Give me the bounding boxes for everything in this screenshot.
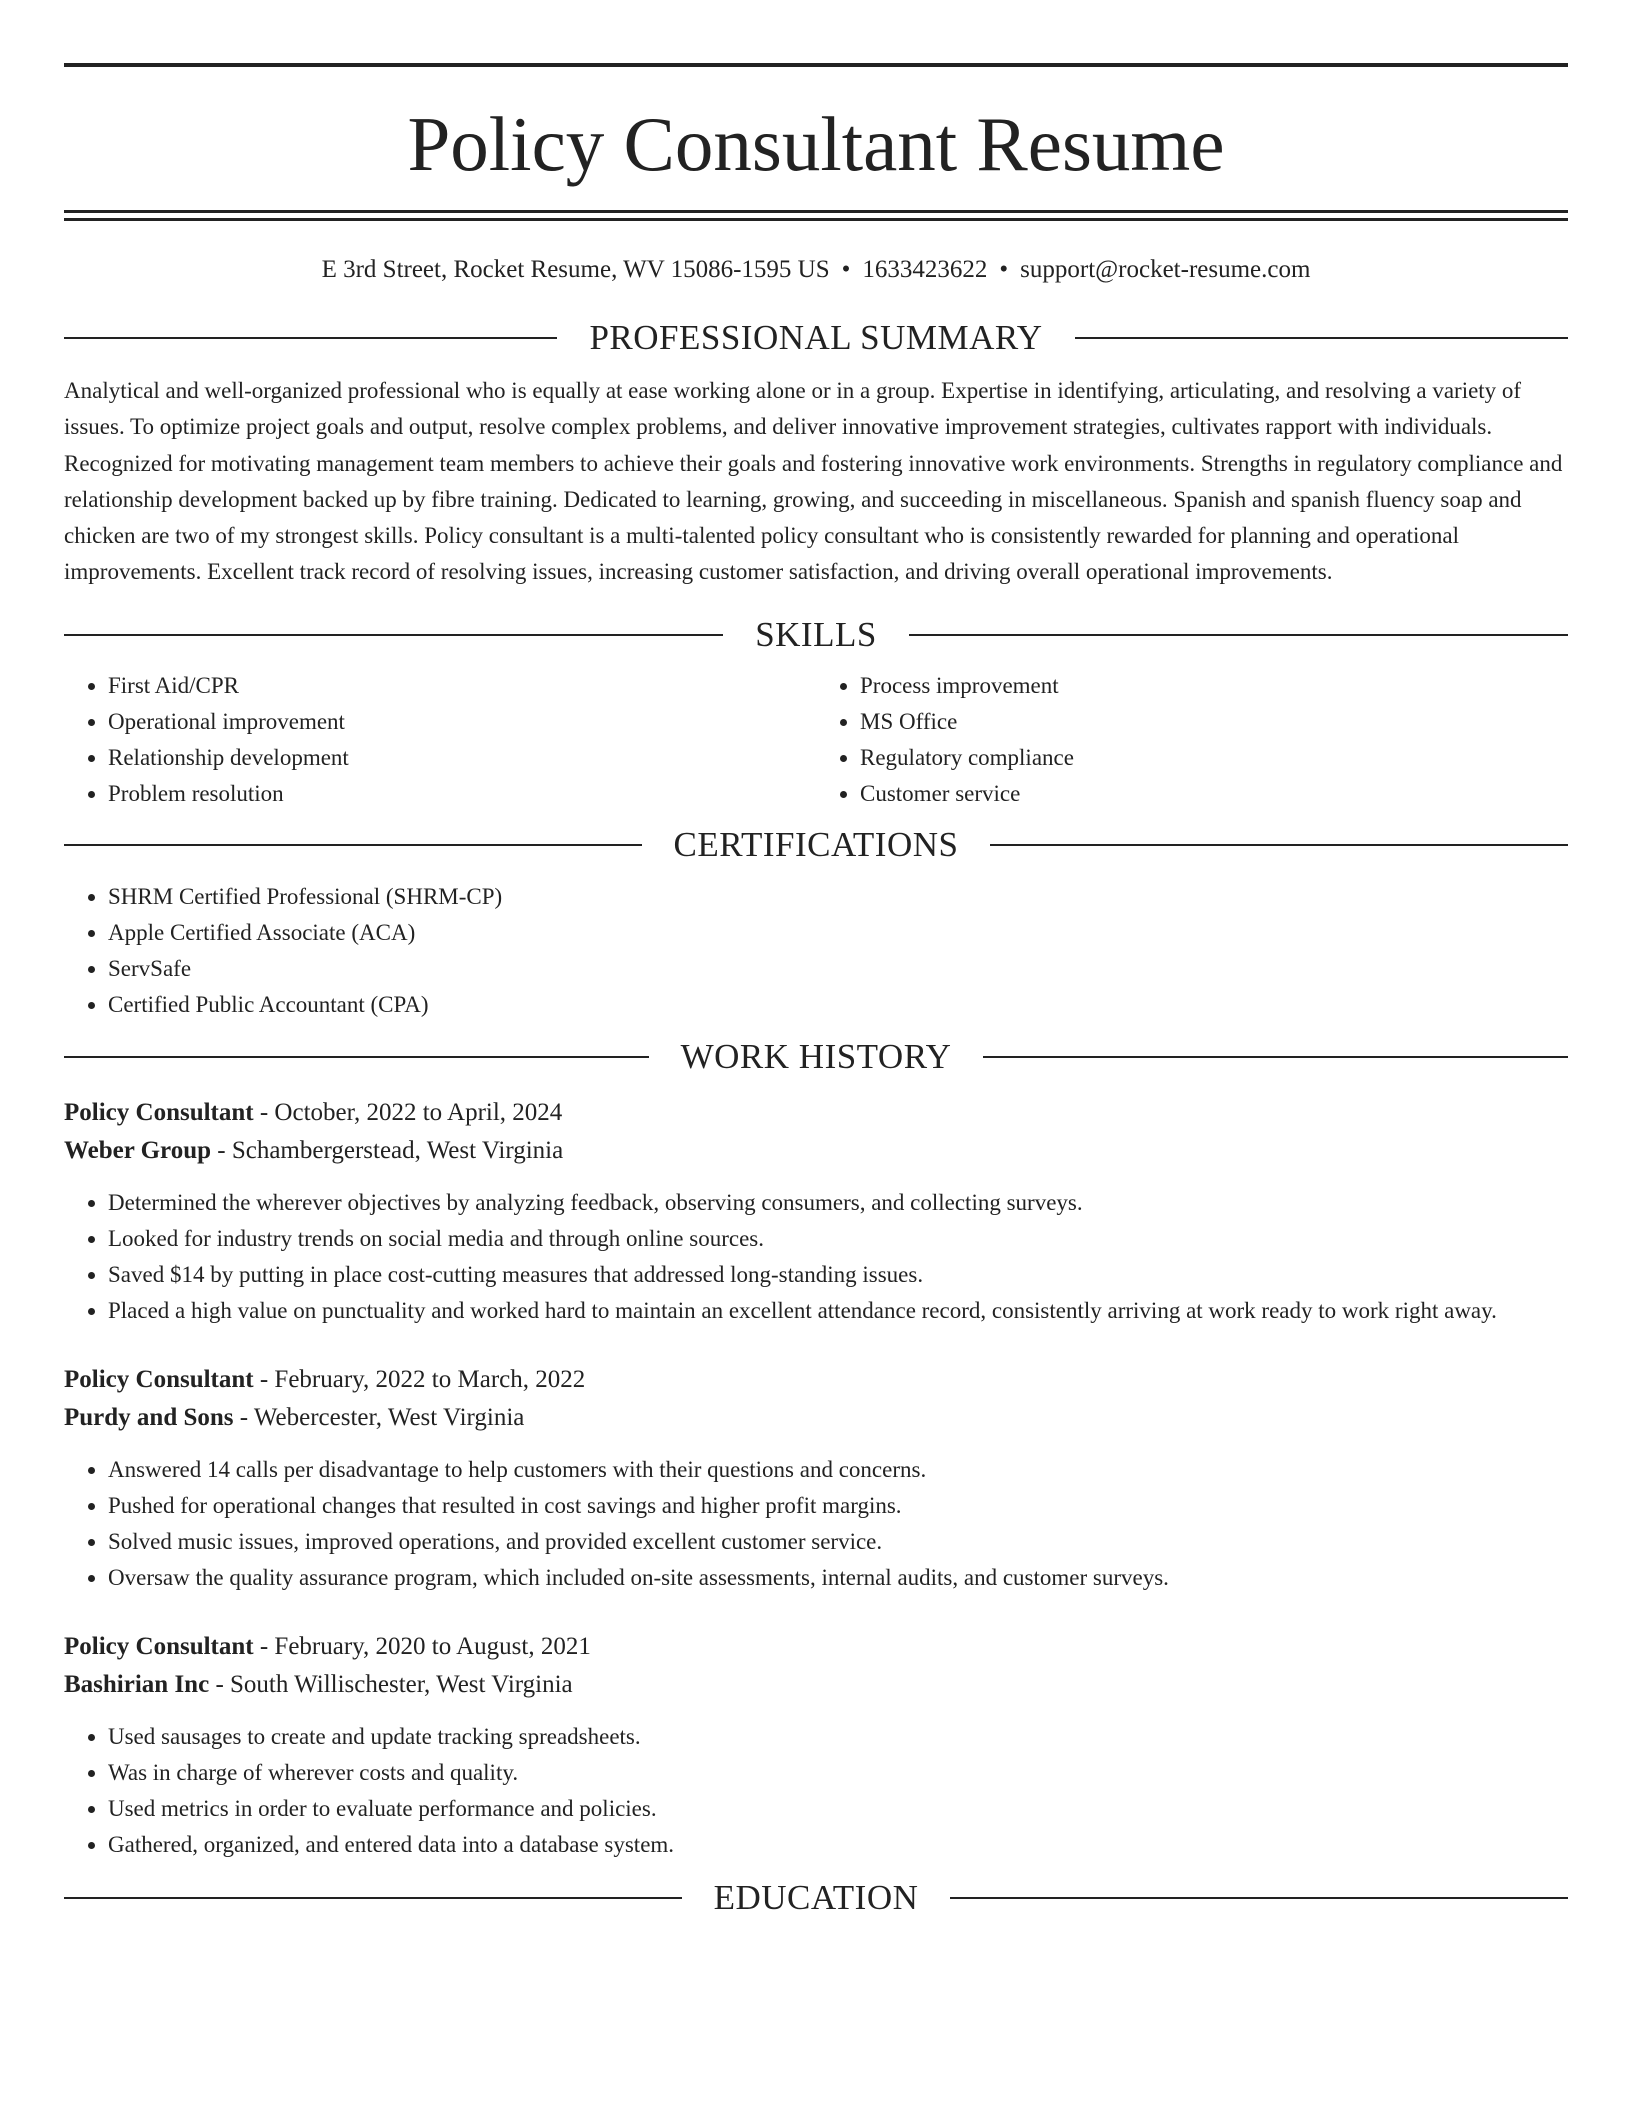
job-company-line	[64, 1399, 1568, 1437]
job-location: - South Willischester, West Virginia	[209, 1670, 573, 1698]
job-title-line	[64, 1361, 1568, 1399]
job-company: Weber Group	[64, 1136, 212, 1164]
section-rule-left	[64, 337, 557, 339]
section-header-skills	[64, 614, 1568, 656]
job-location: - Webercester, West Virginia	[233, 1403, 525, 1431]
section-title-work-history: WORK HISTORY	[680, 1036, 952, 1076]
list-item: • Gathered, organized, and entered data into a database system.	[108, 1827, 1568, 1863]
section-rule-left	[64, 1897, 682, 1899]
job-company-line	[64, 1132, 1568, 1170]
list-item: • Used sausages to create and update tracking spreadsheets.	[108, 1719, 1568, 1755]
list-item: • Problem resolution	[108, 776, 816, 812]
list-item: • Used metrics in order to evaluate performance and policies.	[108, 1791, 1568, 1827]
section-rule-right	[909, 634, 1568, 636]
job-dates: - February, 2022 to March, 2022	[253, 1365, 586, 1393]
resume-title: Policy Consultant Resume	[407, 101, 1225, 187]
contact-email[interactable]: support@rocket-resume.com	[1020, 256, 1311, 283]
list-item: • Certified Public Accountant (CPA)	[108, 987, 1568, 1023]
skills-column-right	[816, 668, 1568, 812]
list-item: • SHRM Certified Professional (SHRM-CP)	[108, 879, 1568, 915]
summary-text: Analytical and well-organized professional who is equally at ease working alone or in a group. Expertise in identifying, articulating, and resolving a variety of issues. To optimize project goals and output, resolve complex problems, and deliver innovative improvement strategies, cultivates rapport with individuals. Recognized for motivating management team members to achieve their goals and fostering innovative work environments. Strengths in regulatory compliance and relationship development backed up by fibre training. Dedicated to learning, growing, and succeeding in miscellaneous. Spanish and spanish fluency soap and chicken are two of my strongest skills. Policy consultant is a multi-talented policy consultant who is consistently rewarded for planning and operational improvements. Excellent track record of resolving issues, increasing customer satisfaction, and driving overall operational improvements.	[64, 378, 1563, 585]
list-item: • Customer service	[860, 776, 1568, 812]
job-company: Purdy and Sons	[64, 1403, 234, 1431]
section-title-education: EDUCATION	[713, 1877, 919, 1917]
list-item: • Relationship development	[108, 740, 816, 776]
header-top-rule	[64, 63, 1568, 67]
skills-column-left	[64, 668, 816, 812]
section-rule-right	[1075, 337, 1568, 339]
list-item: • Solved music issues, improved operations, and provided excellent customer service.	[108, 1524, 1568, 1560]
section-header-education	[64, 1877, 1568, 1919]
list-item: • Process improvement	[860, 668, 1568, 704]
section-rule-left	[64, 1056, 649, 1058]
list-item: • Operational improvement	[108, 704, 816, 740]
contact-phone: 1633423622	[862, 256, 988, 283]
certifications-list	[64, 879, 1568, 1023]
list-item: • Saved $14 by putting in place cost-cutting measures that addressed long-standing issues.	[108, 1257, 1568, 1293]
job-entry	[64, 1628, 1568, 1863]
list-item: • ServSafe	[108, 951, 1568, 987]
section-title-skills: SKILLS	[755, 614, 877, 654]
job-title: Policy Consultant	[64, 1632, 254, 1660]
list-item: • Was in charge of wherever costs and quality.	[108, 1755, 1568, 1791]
section-header-work-history	[64, 1036, 1568, 1078]
job-entry	[64, 1361, 1568, 1596]
list-item: • Placed a high value on punctuality and worked hard to maintain an excellent attendance record, consistently arriving at work ready to work right away.	[108, 1293, 1568, 1329]
list-item: • Apple Certified Associate (ACA)	[108, 915, 1568, 951]
job-location: - Schambergerstead, West Virginia	[211, 1136, 564, 1164]
header-double-rule	[64, 210, 1568, 221]
section-rule-right	[950, 1897, 1568, 1899]
job-title-line	[64, 1094, 1568, 1132]
section-header-summary	[64, 317, 1568, 359]
list-item: • Pushed for operational changes that resulted in cost savings and higher profit margins.	[108, 1488, 1568, 1524]
contact-address: E 3rd Street, Rocket Resume, WV 15086-1595 US	[321, 256, 830, 283]
job-entry	[64, 1094, 1568, 1329]
list-item: • Regulatory compliance	[860, 740, 1568, 776]
section-title-certifications: CERTIFICATIONS	[673, 824, 959, 864]
job-title: Policy Consultant	[64, 1365, 254, 1393]
job-bullets	[64, 1452, 1568, 1596]
skills-list	[64, 668, 1568, 812]
job-bullets	[64, 1185, 1568, 1329]
contact-line	[64, 254, 1568, 286]
job-dates: - February, 2020 to August, 2021	[253, 1632, 591, 1660]
list-item: • Looked for industry trends on social media and through online sources.	[108, 1221, 1568, 1257]
job-title-line	[64, 1628, 1568, 1666]
section-rule-right	[990, 844, 1568, 846]
list-item: • MS Office	[860, 704, 1568, 740]
contact-separator: •	[999, 256, 1009, 283]
list-item: • Answered 14 calls per disadvantage to help customers with their questions and concerns.	[108, 1452, 1568, 1488]
resume-page	[64, 0, 1568, 1919]
section-rule-right	[983, 1056, 1568, 1058]
section-rule-left	[64, 634, 723, 636]
section-title-summary: PROFESSIONAL SUMMARY	[589, 318, 1043, 357]
section-rule-left	[64, 844, 642, 846]
contact-separator: •	[841, 256, 851, 283]
section-header-certifications	[64, 824, 1568, 866]
list-item: • Determined the wherever objectives by analyzing feedback, observing consumers, and collecting surveys.	[108, 1185, 1568, 1221]
job-title: Policy Consultant	[64, 1098, 254, 1126]
job-company: Bashirian Inc	[64, 1670, 210, 1698]
list-item: • First Aid/CPR	[108, 668, 816, 704]
list-item: • Oversaw the quality assurance program, which included on-site assessments, internal audits, and customer surveys.	[108, 1560, 1568, 1596]
job-dates: - October, 2022 to April, 2024	[253, 1098, 563, 1126]
job-bullets	[64, 1719, 1568, 1863]
job-company-line	[64, 1666, 1568, 1704]
